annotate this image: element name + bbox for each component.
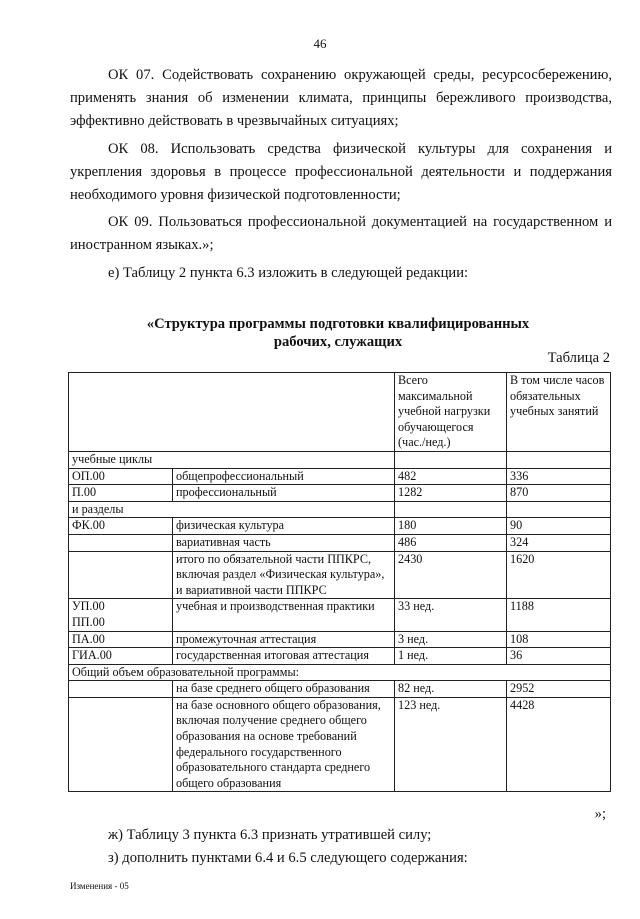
row-name: общепрофессиональный — [173, 468, 395, 485]
table-row — [69, 664, 611, 681]
row-mandatory: 324 — [507, 534, 611, 551]
row-name: на базе основного общего образования, включая получение среднего общего образования на основе требований федерального государственного образовательного стандарта среднего общего образования — [173, 697, 395, 792]
row-total: 482 — [395, 468, 507, 485]
header-empty-cell — [69, 373, 395, 452]
table-row — [69, 534, 611, 551]
table-row — [69, 697, 611, 792]
header-mandatory-hours: В том числе часов обязательных учебных занятий — [507, 373, 611, 452]
program-structure-table — [68, 372, 611, 792]
table-row — [69, 468, 611, 485]
row-mandatory: 90 — [507, 518, 611, 535]
table-row — [69, 648, 611, 665]
row-total: 33 нед. — [395, 599, 507, 631]
row-mandatory: 108 — [507, 631, 611, 648]
row-code-line: ПП.00 — [72, 614, 105, 629]
section-cycles: учебные циклы — [69, 451, 395, 468]
row-total: 1 нед. — [395, 648, 507, 665]
section-parts: и разделы — [69, 501, 395, 518]
row-code: П.00 — [69, 485, 173, 502]
row-code-line: УП.00 — [72, 599, 105, 614]
row-total: 180 — [395, 518, 507, 535]
after-paragraphs — [70, 824, 612, 870]
table-row — [69, 501, 611, 518]
row-total: 486 — [395, 534, 507, 551]
header-total-load: Всего максимальной учебной нагрузки обучающегося (час./нед.) — [395, 373, 507, 452]
footer-note: Изменения - 05 — [70, 881, 129, 891]
row-name: профессиональный — [173, 485, 395, 502]
row-mandatory: 1188 — [507, 599, 611, 631]
paragraph-item-zh: ж) Таблицу 3 пункта 6.3 признать утратившей силу; — [108, 827, 432, 843]
row-mandatory: 1620 — [507, 551, 611, 599]
row-name: учебная и производственная практики — [173, 599, 395, 631]
row-name: промежуточная аттестация — [173, 631, 395, 648]
row-code: ФК.00 — [69, 518, 173, 535]
row-code — [69, 551, 173, 599]
row-total: 2430 — [395, 551, 507, 599]
table-row — [69, 599, 611, 631]
table-row — [69, 551, 611, 599]
table-row — [69, 681, 611, 698]
row-code: ГИА.00 — [69, 648, 173, 665]
row-mandatory: 2952 — [507, 681, 611, 698]
table-header-row — [69, 373, 611, 452]
row-name: вариативная часть — [173, 534, 395, 551]
row-mandatory: 870 — [507, 485, 611, 502]
row-mandatory: 36 — [507, 648, 611, 665]
row-mandatory: 336 — [507, 468, 611, 485]
row-code: ПА.00 — [69, 631, 173, 648]
closing-quote: »; — [594, 806, 606, 822]
page-number: 46 — [313, 36, 327, 51]
row-code: ОП.00 — [69, 468, 173, 485]
paragraph-item-z: з) дополнить пунктами 6.4 и 6.5 следующего содержания: — [108, 850, 468, 867]
row-total: 123 нед. — [395, 697, 507, 792]
row-code — [69, 681, 173, 698]
paragraph-ok07: ОК 07. Содействовать сохранению окружающей среды, ресурсосбережению, применять знания об изменении климата, принципы бережливого производства, эффективно действовать в чрезвычайных ситуациях; — [70, 67, 612, 130]
table-title-line2: рабочих, служащих — [273, 334, 403, 350]
row-name: на базе среднего общего образования — [173, 681, 395, 698]
row-total: 3 нед. — [395, 631, 507, 648]
body-paragraphs — [70, 64, 612, 289]
paragraph-item-e: е) Таблицу 2 пункта 6.3 изложить в следующей редакции: — [108, 264, 469, 281]
row-code — [69, 697, 173, 792]
row-code — [69, 534, 173, 551]
paragraph-ok09: ОК 09. Пользоваться профессиональной документацией на государственном и иностранном языках.»; — [70, 214, 612, 254]
table-row — [69, 631, 611, 648]
row-mandatory: 4428 — [507, 697, 611, 792]
table-row — [69, 485, 611, 502]
row-total: 1282 — [395, 485, 507, 502]
paragraph-ok08: ОК 08. Использовать средства физической культуры для сохранения и укрепления здоровья в процессе профессиональной деятельности и поддержания необходимого уровня физической подготовленности; — [70, 140, 612, 204]
table-label: Таблица 2 — [547, 350, 610, 366]
row-total: 82 нед. — [395, 681, 507, 698]
table-row — [69, 451, 611, 468]
row-name: итого по обязательной части ППКРС, включая раздел «Физическая культура», и вариативной части ППКРС — [173, 551, 395, 599]
table-title-line1: «Структура программы подготовки квалифицированных — [146, 316, 530, 332]
row-code — [69, 599, 173, 631]
table-row — [69, 518, 611, 535]
row-name: государственная итоговая аттестация — [173, 648, 395, 665]
table-title — [128, 315, 548, 351]
section-total: Общий объем образовательной программы: — [69, 664, 611, 681]
row-name: физическая культура — [173, 518, 395, 535]
